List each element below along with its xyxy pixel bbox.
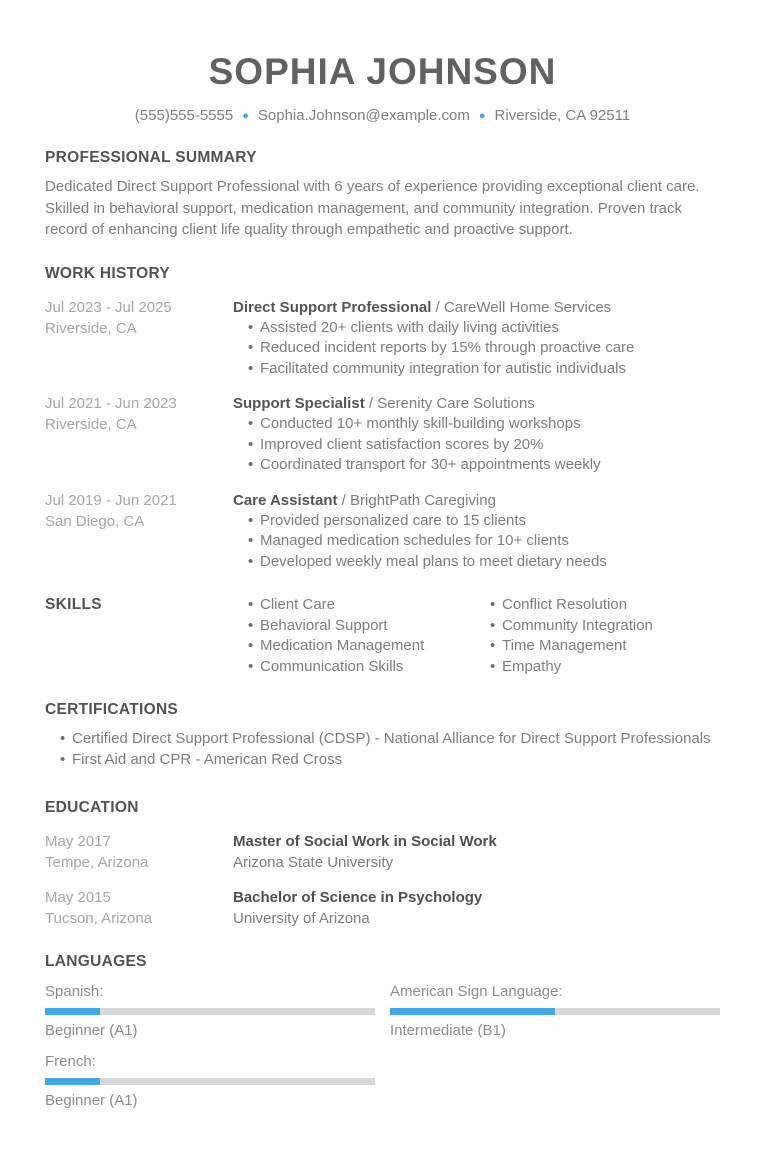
bullet-icon: • [248,318,254,336]
skill-item [475,636,720,657]
language-progress-track [390,1008,720,1015]
education-location: Tucson, Arizona [45,910,152,927]
contact-line [45,107,720,125]
bullet-icon: • [248,456,254,473]
bullet-icon: • [248,657,254,675]
skill-text: Client Care [260,596,336,613]
skill-item [475,657,720,678]
job-location: San Diego, CA [45,512,145,530]
skills-column-1 [233,595,475,677]
job-title: Direct Support Professional [233,298,432,316]
certification-list [45,729,720,770]
job-dates-location [45,393,233,476]
bullet-icon: • [248,532,254,549]
education-school: University of Arizona [233,910,370,927]
job-bullet [233,414,720,435]
job-dates: Jul 2019 - Jun 2021 [45,491,177,509]
bullet-icon: • [60,730,66,747]
location-text: Riverside, CA 92511 [494,107,631,124]
language-progress-track [45,1008,375,1015]
job-bullet [233,552,720,573]
job-location: Riverside, CA [45,319,137,337]
certification-item [45,750,720,771]
education-dates-location [45,831,233,873]
bullet-icon: • [248,552,254,570]
section-professional-summary [45,148,720,241]
bullet-icon: • [248,359,254,377]
bullet-icon: • [248,596,254,613]
job-bullet [233,435,720,456]
skill-item [233,595,475,616]
education-details [233,887,720,929]
job-company: Serenity Care Solutions [377,395,535,412]
education-date: May 2017 [45,833,111,850]
job-details [233,490,720,573]
job-bullet-list [233,318,720,380]
job-title: Support Specialist [233,395,365,412]
skill-item [233,616,475,637]
language-progress-track [45,1078,375,1085]
job-bullet-text: Assisted 20+ clients with daily living activities [260,318,559,336]
bullet-icon: • [60,750,66,768]
separator-dot-icon: ● [478,110,486,122]
section-education [45,798,720,929]
candidate-name: SOPHIA JOHNSON [208,51,557,92]
slash-separator: / [341,491,346,509]
bullet-icon: • [248,339,254,356]
language-name: American Sign Language: [390,983,563,1000]
section-heading-languages: LANGUAGES [45,953,147,970]
separator-dot-icon: ● [242,110,249,122]
language-level: Beginner (A1) [45,1022,138,1039]
job-bullet [233,455,720,476]
skill-item [233,657,475,678]
education-degree: Bachelor of Science in Psychology [233,889,483,906]
job-bullet [233,318,720,339]
education-dates-location [45,887,233,929]
bullet-icon: • [248,435,254,453]
bullet-icon: • [248,616,254,634]
section-heading-summary: PROFESSIONAL SUMMARY [45,149,257,166]
education-entry [45,887,720,929]
resume-header [45,50,720,125]
language-progress-fill [390,1008,555,1015]
language-level: Beginner (A1) [45,1092,138,1109]
job-location: Riverside, CA [45,416,137,433]
skill-text: Time Management [502,637,627,654]
skill-item [475,595,720,616]
email-address: Sophia.Johnson@example.com [257,107,470,124]
job-bullet-text: Provided personalized care to 15 clients [260,511,526,529]
job-bullet [233,531,720,552]
section-languages [45,952,720,1110]
language-progress-fill [45,1078,100,1085]
slash-separator: / [435,298,440,316]
bullet-icon: • [248,637,254,654]
job-dates-location [45,297,233,380]
job-bullet-text: Reduced incident reports by 15% through proactive care [260,339,635,356]
language-entry [45,983,375,1040]
job-bullet-list [233,414,720,476]
education-date: May 2015 [45,889,111,906]
bullet-icon: • [248,415,254,432]
skills-grid [233,595,720,677]
education-school: Arizona State University [233,854,394,871]
language-level: Intermediate (B1) [390,1022,506,1039]
education-entry [45,831,720,873]
bullet-icon: • [490,657,496,675]
language-progress-fill [45,1008,100,1015]
education-degree: Master of Social Work in Social Work [233,833,497,850]
job-title-line [233,490,720,511]
job-bullet [233,338,720,359]
bullet-icon: • [248,511,254,529]
section-heading-work-history: WORK HISTORY [45,264,171,282]
section-heading-certifications: CERTIFICATIONS [45,701,179,718]
language-entry [45,1053,375,1110]
job-details [233,393,720,476]
job-title-line [233,297,720,318]
summary-paragraph: Dedicated Direct Support Professional with 6 years of experience providing exceptional client care. Skilled in behavioral support, medication management, and community integration. Proven track record of enhancing client life quality through empathetic and proactive support. [45,178,700,238]
section-work-history [45,264,720,573]
skill-text: Conflict Resolution [502,596,628,613]
job-bullet-list [233,511,720,573]
job-dates-location [45,490,233,573]
job-entry [45,393,720,476]
job-entry [45,490,720,573]
education-location: Tempe, Arizona [45,854,149,871]
skill-item [233,636,475,657]
language-name: Spanish: [45,983,104,1000]
section-heading-education: EDUCATION [45,799,139,816]
section-skills [45,595,720,677]
job-details [233,297,720,380]
job-entry [45,297,720,380]
phone-number: (555)555-5555 [134,107,234,124]
section-heading-skills: SKILLS [45,596,102,613]
skill-text: Empathy [502,657,562,675]
job-company: BrightPath Caregiving [350,491,496,509]
skill-item [475,616,720,637]
bullet-icon: • [490,616,496,634]
job-company: CareWell Home Services [443,298,612,316]
job-bullet-text: Conducted 10+ monthly skill-building workshops [260,415,581,432]
job-bullet-text: Developed weekly meal plans to meet dietary needs [260,552,607,570]
job-bullet [233,511,720,532]
job-bullet-text: Managed medication schedules for 10+ clients [260,532,569,549]
skill-text: Medication Management [260,637,425,654]
skill-text: Communication Skills [260,657,404,675]
job-bullet-text: Improved client satisfaction scores by 20% [260,435,544,453]
language-entry [390,983,720,1040]
job-dates: Jul 2021 - Jun 2023 [45,395,177,412]
skill-text: Community Integration [502,616,653,634]
skills-column-2 [475,595,720,677]
slash-separator: / [368,395,374,412]
job-bullet-text: Facilitated community integration for autistic individuals [260,359,626,377]
bullet-icon: • [490,596,496,613]
skills-row [45,595,720,677]
job-title-line [233,393,720,414]
section-certifications [45,700,720,770]
job-title: Care Assistant [233,491,338,509]
job-bullet [233,359,720,380]
job-bullet-text: Coordinated transport for 30+ appointments weekly [260,456,601,473]
education-details [233,831,720,873]
job-dates: Jul 2023 - Jul 2025 [45,298,172,316]
languages-grid [45,983,720,1110]
skill-text: Behavioral Support [260,616,388,634]
certification-text: First Aid and CPR - American Red Cross [72,750,343,768]
language-name: French: [45,1053,96,1070]
bullet-icon: • [490,637,496,654]
certification-text: Certified Direct Support Professional (CDSP) - National Alliance for Direct Support Professionals [72,730,711,747]
certification-item [45,729,720,750]
